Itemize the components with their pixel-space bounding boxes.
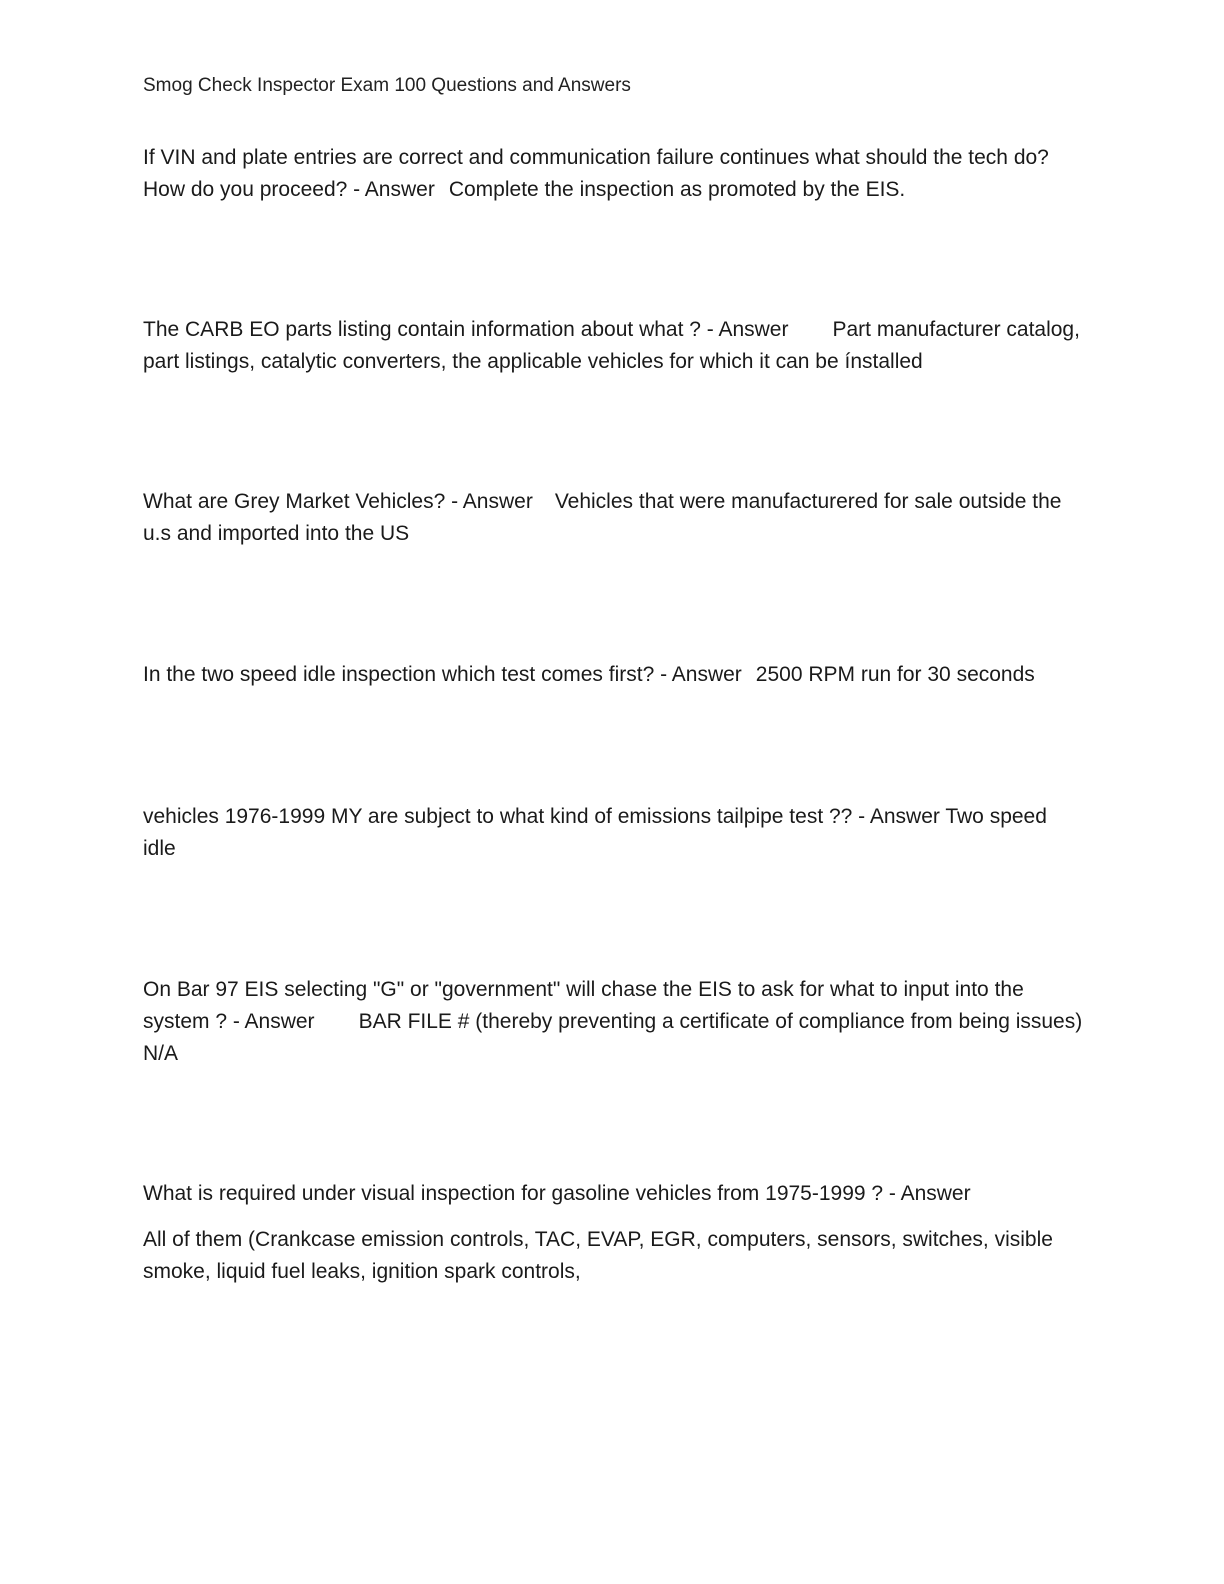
qa-item-4: [143, 659, 1103, 691]
question-text: On Bar 97 EIS selecting "G" or "government" will chase the EIS to ask for what to input into the system ? - Answer: [143, 978, 1024, 1033]
question-text: The CARB EO parts listing contain information about what ? - Answer: [143, 318, 789, 341]
answer-text: Complete the inspection as promoted by the EIS.: [448, 178, 906, 201]
answer-text: Vehicles that were manufacturered for sale outside the u.s and imported into the US: [143, 490, 1062, 545]
answer-text: BAR FILE # (thereby preventing a certificate of compliance from being issues) N/A: [143, 1010, 1083, 1065]
qa-item-3: [143, 486, 1083, 550]
answer-text: 2500 RPM run for 30 seconds: [755, 663, 1035, 686]
question-text: If VIN and plate entries are correct and communication failure continues what should the tech do? How do you proceed? - Answer: [143, 146, 1049, 201]
qa-item-5: [143, 801, 1083, 865]
qa-item-1: [143, 142, 1083, 206]
answer-text: Part manufacturer catalog, part listings, catalytic converters, the applicable vehicles for which it can be ínstalled: [143, 318, 1080, 373]
question-text: vehicles 1976-1999 MY are subject to what kind of emissions tailpipe test ?? - Answer: [143, 805, 940, 828]
question-text: What are Grey Market Vehicles? - Answer: [143, 490, 533, 513]
qa-item-2: [143, 314, 1083, 378]
qa-item-6: [143, 974, 1083, 1070]
document-title: Smog Check Inspector Exam 100 Questions and Answers: [143, 75, 631, 96]
qa-item-7: [143, 1178, 1083, 1288]
answer-text: All of them (Crankcase emission controls, TAC, EVAP, EGR, computers, sensors, switches, visible smoke, liquid fuel leaks, ignition spark controls,: [143, 1228, 1053, 1283]
question-text: What is required under visual inspection for gasoline vehicles from 1975-1999 ? - Answer: [143, 1182, 971, 1205]
question-text: In the two speed idle inspection which test comes first? - Answer: [143, 663, 742, 686]
answer-text: Two speed idle: [143, 805, 1047, 860]
